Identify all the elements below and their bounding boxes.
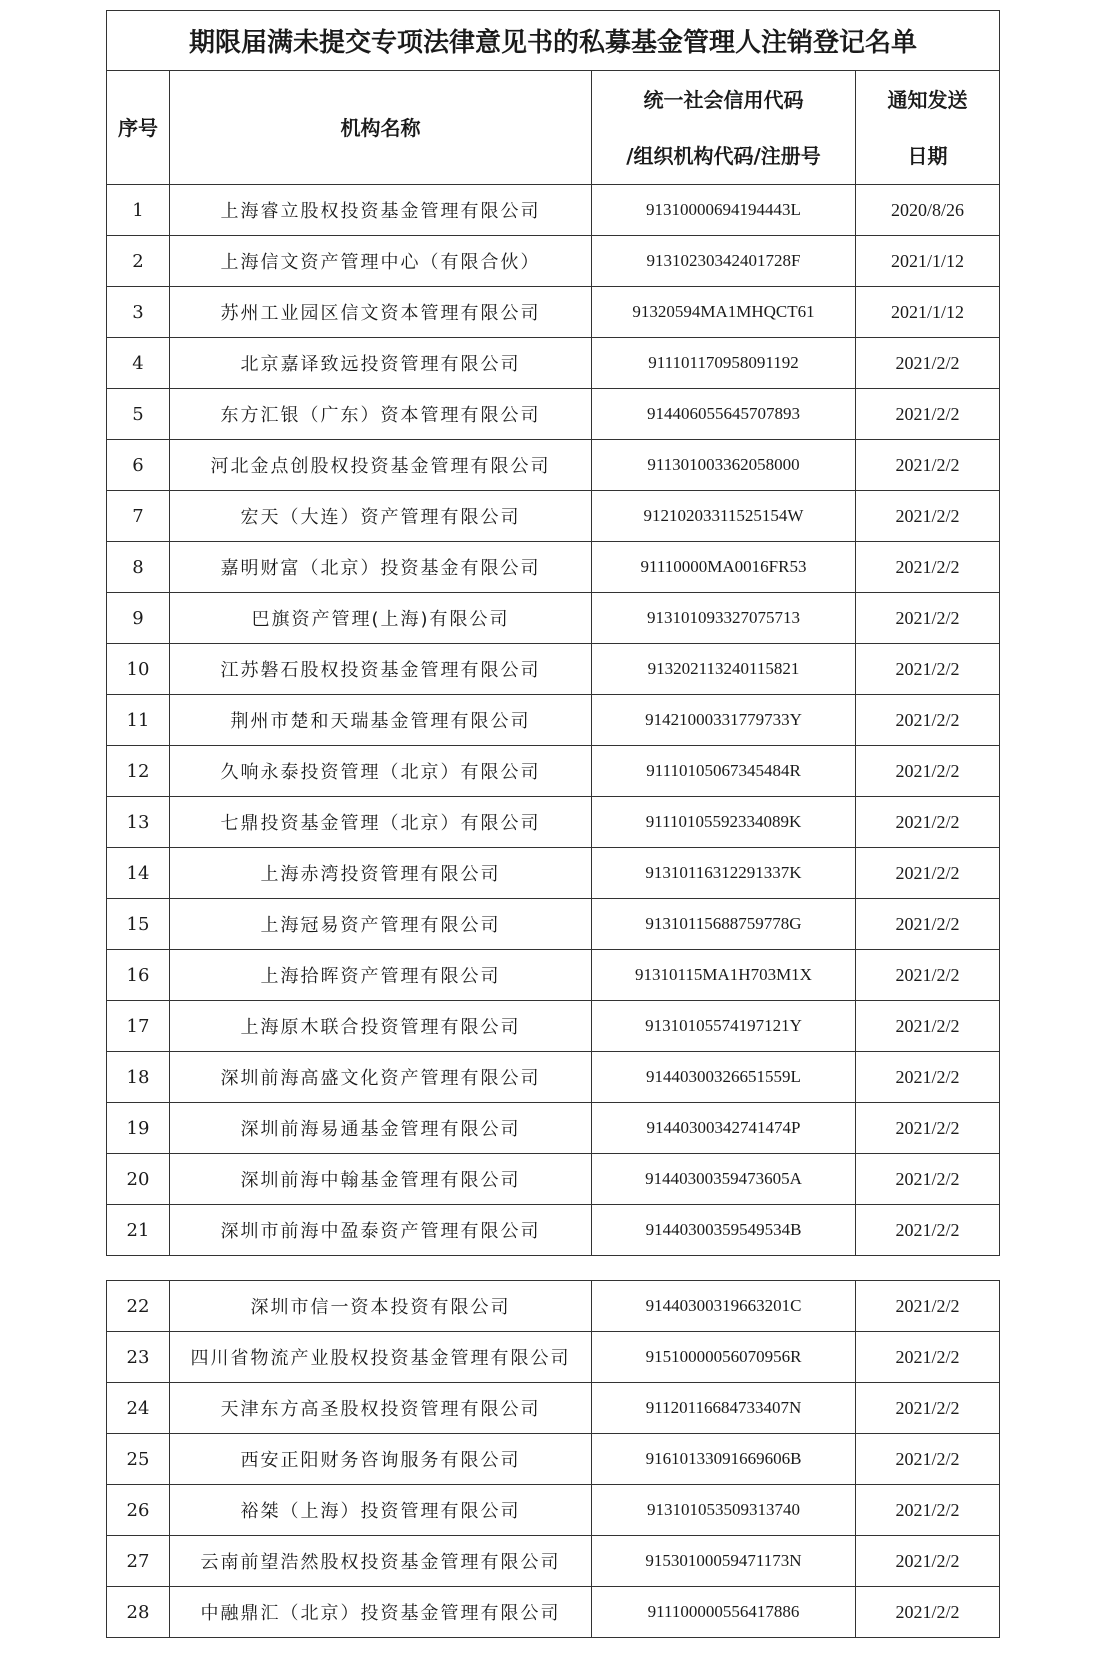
row-index: 4 <box>107 338 170 389</box>
header-date-line2: 日期 <box>907 143 948 168</box>
table-row <box>107 1103 1000 1154</box>
row-index: 1 <box>107 185 170 236</box>
row-index: 27 <box>107 1536 170 1587</box>
row-code: 91310230342401728F <box>592 236 856 287</box>
row-date: 2021/2/2 <box>856 593 1000 644</box>
row-code: 911101170958091192 <box>592 338 856 389</box>
row-date: 2021/2/2 <box>856 338 1000 389</box>
table-row <box>107 797 1000 848</box>
header-date <box>856 71 1000 185</box>
row-code: 91440300319663201C <box>592 1281 856 1332</box>
row-index: 15 <box>107 899 170 950</box>
row-code: 911100000556417886 <box>592 1587 856 1638</box>
table-row <box>107 848 1000 899</box>
table-row <box>107 236 1000 287</box>
table-row <box>107 1332 1000 1383</box>
row-code: 91120116684733407N <box>592 1383 856 1434</box>
row-date: 2021/1/12 <box>856 236 1000 287</box>
row-name: 荆州市楚和天瑞基金管理有限公司 <box>170 695 592 746</box>
row-index: 5 <box>107 389 170 440</box>
row-date: 2020/8/26 <box>856 185 1000 236</box>
row-index: 21 <box>107 1205 170 1256</box>
row-date: 2021/2/2 <box>856 644 1000 695</box>
header-row <box>107 71 1000 185</box>
row-date: 2021/2/2 <box>856 746 1000 797</box>
row-name: 深圳前海中翰基金管理有限公司 <box>170 1154 592 1205</box>
row-date: 2021/2/2 <box>856 389 1000 440</box>
row-date: 2021/2/2 <box>856 1103 1000 1154</box>
row-name: 巴旗资产管理(上海)有限公司 <box>170 593 592 644</box>
row-index: 14 <box>107 848 170 899</box>
row-name: 上海冠易资产管理有限公司 <box>170 899 592 950</box>
row-name: 西安正阳财务咨询服务有限公司 <box>170 1434 592 1485</box>
row-index: 19 <box>107 1103 170 1154</box>
row-index: 6 <box>107 440 170 491</box>
row-name: 宏天（大连）资产管理有限公司 <box>170 491 592 542</box>
table-row <box>107 1587 1000 1638</box>
row-date: 2021/2/2 <box>856 1434 1000 1485</box>
table-row <box>107 1205 1000 1256</box>
row-date: 2021/2/2 <box>856 950 1000 1001</box>
table-row <box>107 542 1000 593</box>
row-name: 天津东方高圣股权投资管理有限公司 <box>170 1383 592 1434</box>
row-name: 中融鼎汇（北京）投资基金管理有限公司 <box>170 1587 592 1638</box>
row-name: 东方汇银（广东）资本管理有限公司 <box>170 389 592 440</box>
row-date: 2021/2/2 <box>856 848 1000 899</box>
header-name: 机构名称 <box>170 71 592 185</box>
table-row <box>107 1001 1000 1052</box>
row-code: 91320594MA1MHQCT61 <box>592 287 856 338</box>
row-date: 2021/2/2 <box>856 1154 1000 1205</box>
row-index: 18 <box>107 1052 170 1103</box>
table-row <box>107 185 1000 236</box>
row-code: 91310000694194443L <box>592 185 856 236</box>
row-code: 91310115MA1H703M1X <box>592 950 856 1001</box>
row-code: 91510000056070956R <box>592 1332 856 1383</box>
row-date: 2021/2/2 <box>856 695 1000 746</box>
row-name: 久响永泰投资管理（北京）有限公司 <box>170 746 592 797</box>
row-date: 2021/2/2 <box>856 1052 1000 1103</box>
table-row <box>107 1485 1000 1536</box>
row-name: 上海原木联合投资管理有限公司 <box>170 1001 592 1052</box>
row-name: 苏州工业园区信文资本管理有限公司 <box>170 287 592 338</box>
table-row <box>107 1281 1000 1332</box>
row-name: 深圳前海易通基金管理有限公司 <box>170 1103 592 1154</box>
table-body <box>107 185 1000 1256</box>
row-code: 91310105574197121Y <box>592 1001 856 1052</box>
row-index: 26 <box>107 1485 170 1536</box>
row-name: 嘉明财富（北京）投资基金有限公司 <box>170 542 592 593</box>
header-date-line1: 通知发送 <box>887 87 968 112</box>
row-code: 913101093327075713 <box>592 593 856 644</box>
table-row <box>107 593 1000 644</box>
row-code: 91610133091669606B <box>592 1434 856 1485</box>
row-code: 91310115688759778G <box>592 899 856 950</box>
row-code: 913202113240115821 <box>592 644 856 695</box>
row-index: 28 <box>107 1587 170 1638</box>
row-date: 2021/2/2 <box>856 899 1000 950</box>
row-code: 91530100059471173N <box>592 1536 856 1587</box>
row-index: 12 <box>107 746 170 797</box>
row-code: 91440300359473605A <box>592 1154 856 1205</box>
row-name: 七鼎投资基金管理（北京）有限公司 <box>170 797 592 848</box>
row-date: 2021/2/2 <box>856 1001 1000 1052</box>
row-date: 2021/2/2 <box>856 491 1000 542</box>
row-name: 云南前望浩然股权投资基金管理有限公司 <box>170 1536 592 1587</box>
row-index: 9 <box>107 593 170 644</box>
row-index: 3 <box>107 287 170 338</box>
row-name: 深圳市信一资本投资有限公司 <box>170 1281 592 1332</box>
row-date: 2021/2/2 <box>856 1383 1000 1434</box>
row-name: 上海睿立股权投资基金管理有限公司 <box>170 185 592 236</box>
row-name: 上海拾晖资产管理有限公司 <box>170 950 592 1001</box>
row-date: 2021/2/2 <box>856 1332 1000 1383</box>
row-index: 25 <box>107 1434 170 1485</box>
table-row <box>107 950 1000 1001</box>
table-row <box>107 338 1000 389</box>
row-date: 2021/1/12 <box>856 287 1000 338</box>
header-code-line2: /组织机构代码/注册号 <box>626 143 821 168</box>
deregistration-table-continued <box>106 1280 1000 1638</box>
row-name: 裕桀（上海）投资管理有限公司 <box>170 1485 592 1536</box>
table-row <box>107 1434 1000 1485</box>
row-name: 江苏磐石股权投资基金管理有限公司 <box>170 644 592 695</box>
row-name: 上海赤湾投资管理有限公司 <box>170 848 592 899</box>
table-row <box>107 899 1000 950</box>
header-code <box>592 71 856 185</box>
row-index: 20 <box>107 1154 170 1205</box>
row-code: 91440300326651559L <box>592 1052 856 1103</box>
row-name: 四川省物流产业股权投资基金管理有限公司 <box>170 1332 592 1383</box>
row-index: 13 <box>107 797 170 848</box>
header-index: 序号 <box>107 71 170 185</box>
header-code-line1: 统一社会信用代码 <box>643 87 804 112</box>
table-row <box>107 1052 1000 1103</box>
row-index: 7 <box>107 491 170 542</box>
row-index: 24 <box>107 1383 170 1434</box>
deregistration-table <box>106 10 1000 1256</box>
row-index: 8 <box>107 542 170 593</box>
table-row <box>107 1536 1000 1587</box>
row-name: 北京嘉译致远投资管理有限公司 <box>170 338 592 389</box>
row-date: 2021/2/2 <box>856 1205 1000 1256</box>
row-code: 914406055645707893 <box>592 389 856 440</box>
row-index: 16 <box>107 950 170 1001</box>
row-date: 2021/2/2 <box>856 440 1000 491</box>
table-row <box>107 1383 1000 1434</box>
row-index: 23 <box>107 1332 170 1383</box>
row-date: 2021/2/2 <box>856 1281 1000 1332</box>
row-name: 河北金点创股权投资基金管理有限公司 <box>170 440 592 491</box>
row-code: 91421000331779733Y <box>592 695 856 746</box>
row-index: 10 <box>107 644 170 695</box>
row-date: 2021/2/2 <box>856 1536 1000 1587</box>
table-row <box>107 1154 1000 1205</box>
row-code: 91110105067345484R <box>592 746 856 797</box>
row-index: 17 <box>107 1001 170 1052</box>
table-body-continued <box>107 1281 1000 1638</box>
table-row <box>107 287 1000 338</box>
table-row <box>107 695 1000 746</box>
row-name: 上海信文资产管理中心（有限合伙） <box>170 236 592 287</box>
row-code: 913101053509313740 <box>592 1485 856 1536</box>
row-index: 11 <box>107 695 170 746</box>
row-code: 91210203311525154W <box>592 491 856 542</box>
row-code: 91440300359549534B <box>592 1205 856 1256</box>
row-index: 22 <box>107 1281 170 1332</box>
row-code: 91440300342741474P <box>592 1103 856 1154</box>
row-code: 91110105592334089K <box>592 797 856 848</box>
row-code: 911301003362058000 <box>592 440 856 491</box>
row-name: 深圳市前海中盈泰资产管理有限公司 <box>170 1205 592 1256</box>
row-name: 深圳前海高盛文化资产管理有限公司 <box>170 1052 592 1103</box>
table-row <box>107 644 1000 695</box>
table-row <box>107 491 1000 542</box>
table-row <box>107 389 1000 440</box>
row-code: 91110000MA0016FR53 <box>592 542 856 593</box>
row-date: 2021/2/2 <box>856 797 1000 848</box>
table-title: 期限届满未提交专项法律意见书的私募基金管理人注销登记名单 <box>107 11 1000 71</box>
row-code: 91310116312291337K <box>592 848 856 899</box>
row-date: 2021/2/2 <box>856 1485 1000 1536</box>
row-index: 2 <box>107 236 170 287</box>
table-row <box>107 746 1000 797</box>
row-date: 2021/2/2 <box>856 1587 1000 1638</box>
row-date: 2021/2/2 <box>856 542 1000 593</box>
table-row <box>107 440 1000 491</box>
